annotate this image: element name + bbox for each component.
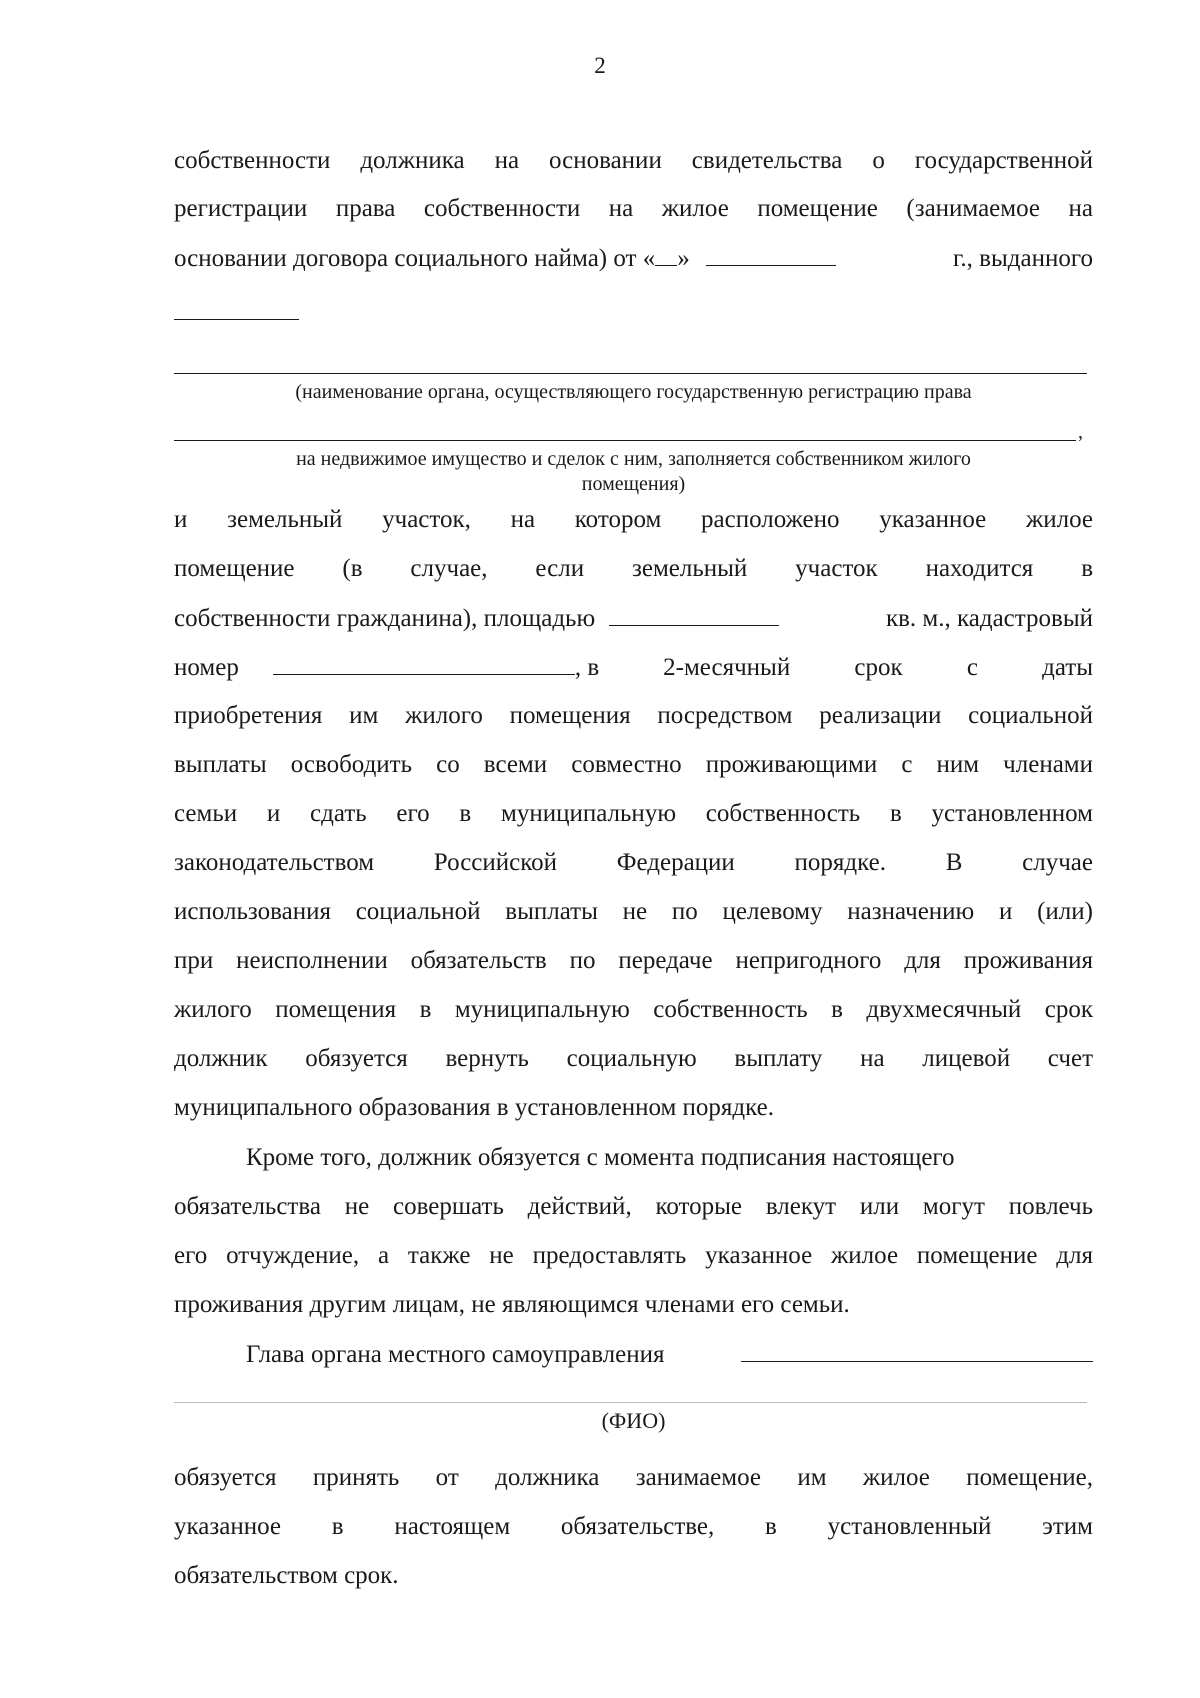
head-name-blank bbox=[741, 1339, 1093, 1362]
text-fragment: 2-месячный срок с даты bbox=[663, 654, 1093, 681]
text-fragment: основании договора социального найма) от « bbox=[174, 245, 656, 272]
text-line-with-date bbox=[174, 243, 1093, 274]
registry-authority-line bbox=[174, 373, 1087, 374]
area-blank bbox=[609, 603, 779, 626]
text-fragment: » bbox=[677, 245, 690, 272]
cadastral-number-blank bbox=[273, 652, 575, 675]
page-number: 2 bbox=[594, 53, 606, 78]
text-line: обязуется принять от должника занимаемое им жилое помещение, bbox=[174, 1464, 1093, 1491]
text-line: и земельный участок, на котором расположено указанное жилое bbox=[174, 506, 1093, 533]
text-line: указанное в настоящем обязательстве, в установленный этим bbox=[174, 1513, 1093, 1540]
caption-registry-authority-cont: на недвижимое имущество и сделок с ним, заполняется собственником жилого bbox=[296, 448, 971, 470]
text-line: семьи и сдать его в муниципальную собственность в установленном bbox=[174, 800, 1093, 827]
caption-fio: (ФИО) bbox=[601, 1408, 666, 1433]
text-line: законодательством Российской Федерации порядке. В случае bbox=[174, 849, 1093, 876]
text-line: выплаты освободить со всеми совместно проживающими с ним членами bbox=[174, 751, 1093, 778]
registry-authority-line-2 bbox=[174, 440, 1076, 441]
date-blank bbox=[706, 243, 836, 266]
text-line-with-area bbox=[174, 603, 1093, 634]
text-fragment: г., выданного bbox=[953, 245, 1093, 272]
caption-registry-authority: (наименование органа, осуществляющего государственную регистрацию права bbox=[295, 381, 972, 403]
text-line: обязательства не совершать действий, которые влекут или могут повлечь bbox=[174, 1193, 1093, 1220]
text-fragment: Глава органа местного самоуправления bbox=[246, 1341, 665, 1368]
head-of-government-line bbox=[246, 1339, 1093, 1370]
text-line: должник обязуется вернуть социальную выплату на лицевой счет bbox=[174, 1045, 1093, 1072]
text-line: собственности должника на основании свидетельства о государственной bbox=[174, 147, 1093, 174]
text-line-indented: Кроме того, должник обязуется с момента подписания настоящего bbox=[246, 1144, 955, 1171]
text-line: помещение (в случае, если земельный участок находится в bbox=[174, 555, 1093, 582]
text-line: проживания другим лицам, не являющимся членами его семьи. bbox=[174, 1291, 850, 1318]
text-line: использования социальной выплаты не по целевому назначению и (или) bbox=[174, 898, 1093, 925]
text-line: обязательством срок. bbox=[174, 1562, 399, 1589]
text-fragment: собственности гражданина), площадью bbox=[174, 605, 596, 632]
text-fragment: кв. м., кадастровый bbox=[885, 605, 1093, 632]
issuer-blank bbox=[174, 319, 299, 320]
day-blank bbox=[655, 243, 677, 266]
text-fragment: номер bbox=[174, 654, 239, 681]
text-line: приобретения им жилого помещения посредством реализации социальной bbox=[174, 702, 1093, 729]
text-line: при неисполнении обязательств по передаче непригодного для проживания bbox=[174, 947, 1093, 974]
text-line: регистрации права собственности на жилое помещение (занимаемое на bbox=[174, 195, 1093, 222]
text-line: муниципального образования в установленном порядке. bbox=[174, 1094, 775, 1121]
caption-comma: , bbox=[1078, 421, 1083, 443]
text-fragment: , в bbox=[574, 654, 600, 681]
text-line: жилого помещения в муниципальную собственность в двухмесячный срок bbox=[174, 996, 1093, 1023]
caption-registry-authority-end: помещения) bbox=[581, 473, 686, 495]
text-line-with-cadastral bbox=[174, 652, 1093, 683]
fio-line bbox=[174, 1402, 1087, 1403]
text-line: его отчуждение, а также не предоставлять указанное жилое помещение для bbox=[174, 1242, 1093, 1269]
